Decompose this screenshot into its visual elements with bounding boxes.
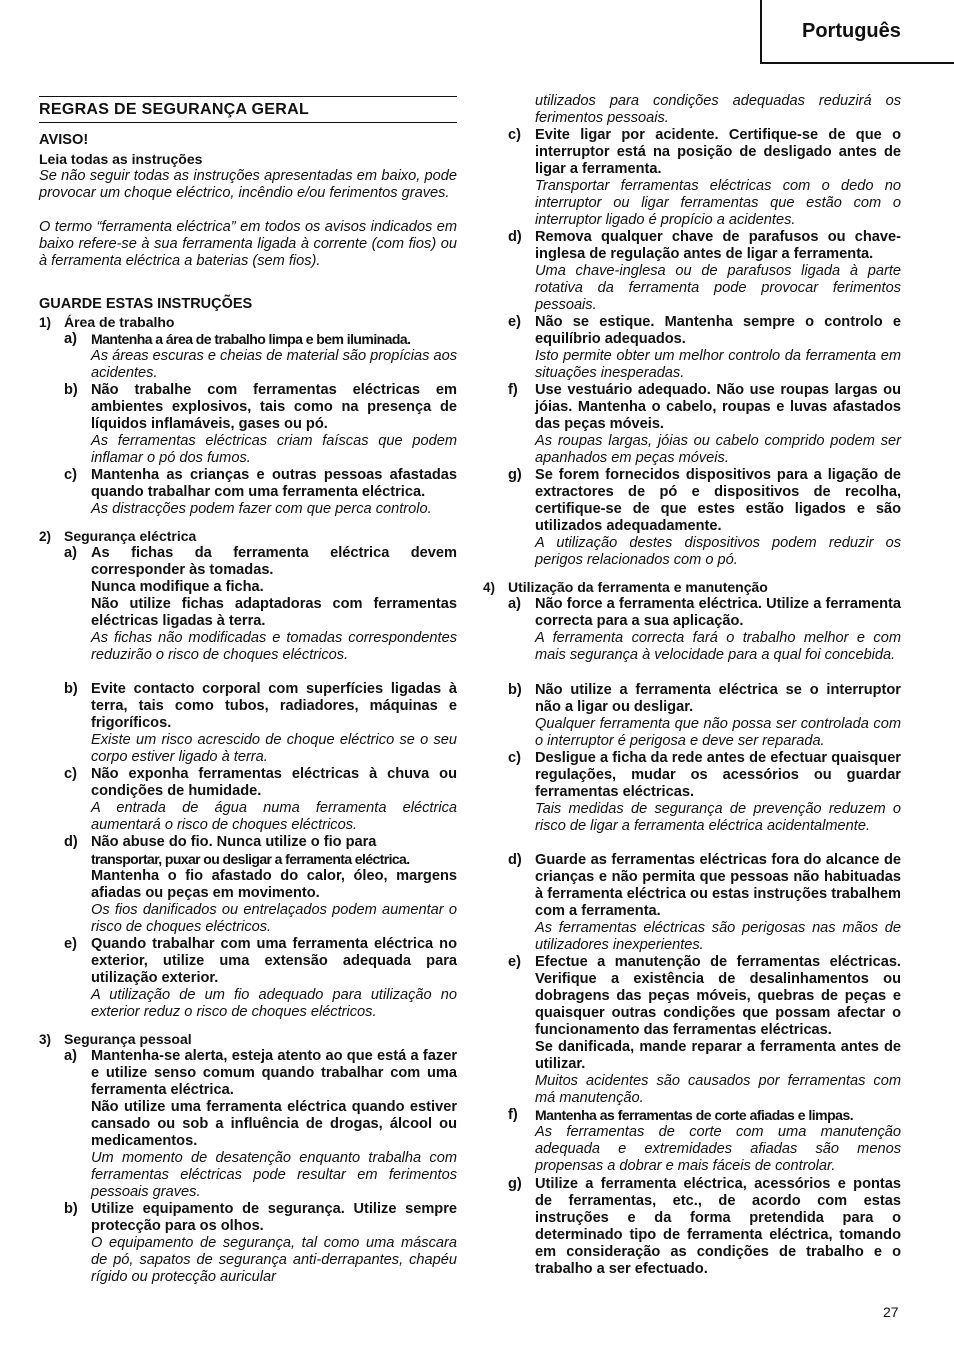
- item-explanation: As fichas não modificadas e tomadas correspondentes reduzirão o risco de choques eléctricos.: [91, 630, 457, 663]
- item-label: e): [508, 314, 521, 330]
- item-instruction: transportar, puxar ou desligar a ferramenta eléctrica.: [91, 851, 410, 867]
- item-explanation: Tais medidas de segurança de prevenção reduzem o risco de ligar a ferramenta eléctrica acidentalmente.: [535, 801, 901, 834]
- item-explanation: Transportar ferramentas eléctricas com o dedo no interruptor ou ligar ferramentas que estão com o interruptor ligado é propício a acidentes.: [535, 178, 901, 228]
- item-label: d): [508, 852, 522, 868]
- item-instruction: Evite ligar por acidente. Certifique-se de que o interruptor está na posição de desligado antes de ligar a ferramenta.: [535, 127, 901, 177]
- warning-title: AVISO!: [39, 132, 89, 148]
- item-instruction: Guarde as ferramentas eléctricas fora do alcance de crianças e não permita que pessoas não habituadas à ferramenta eléctrica ou estas instruções trabalhem com a ferramenta.: [535, 852, 901, 919]
- item-explanation: A utilização de um fio adequado para utilização no exterior reduz o risco de choques eléctricos.: [91, 987, 457, 1020]
- item-label: d): [508, 229, 522, 245]
- item-label: c): [64, 467, 77, 483]
- item-instruction: Mantenha a área de trabalho limpa e bem iluminada.: [91, 331, 411, 347]
- item-label: b): [64, 1201, 78, 1217]
- warning-paragraph-1: Se não seguir todas as instruções apresentadas em baixo, pode provocar um choque eléctrico, incêndio e/ou ferimentos graves.: [39, 168, 457, 201]
- item-instruction: Desligue a ficha da rede antes de efectuar quaisquer regulações, mudar os acessórios ou guardar ferramentas eléctricas.: [535, 750, 901, 800]
- item-instruction: Não utilize a ferramenta eléctrica se o interruptor não a ligar ou desligar.: [535, 682, 901, 715]
- item-instruction: Não se estique. Mantenha sempre o controlo e equilíbrio adequados.: [535, 314, 901, 347]
- section-title: Segurança eléctrica: [64, 528, 197, 544]
- item-instruction: Remova qualquer chave de parafusos ou chave-inglesa de regulação antes de ligar a ferramenta.: [535, 229, 901, 262]
- item-explanation: Um momento de desatenção enquanto trabalha com ferramentas eléctricas pode resultar em ferimentos pessoais graves.: [91, 1150, 457, 1200]
- item-explanation: Muitos acidentes são causados por ferramentas com má manutenção.: [535, 1073, 901, 1106]
- save-instructions-title: GUARDE ESTAS INSTRUÇÕES: [39, 296, 253, 312]
- section-number: 1): [39, 315, 52, 330]
- item-explanation: As roupas largas, jóias ou cabelo comprido podem ser apanhados em peças móveis.: [535, 433, 901, 466]
- item-label: f): [508, 382, 518, 398]
- section-number: 3): [39, 1032, 52, 1047]
- item-instruction: Não exponha ferramentas eléctricas à chuva ou condições de humidade.: [91, 766, 457, 799]
- item-explanation: O equipamento de segurança, tal como uma máscara de pó, sapatos de segurança anti-derrapantes, chapéu rígido ou protecção auricular: [91, 1235, 457, 1285]
- item-explanation: Isto permite obter um melhor controlo da ferramenta em situações inesperadas.: [535, 348, 901, 381]
- item-instruction: Mantenha o fio afastado do calor, óleo, margens afiadas ou peças em movimento.: [91, 868, 457, 901]
- section-heading: REGRAS DE SEGURANÇA GERAL: [39, 96, 457, 123]
- item-label: a): [64, 331, 77, 347]
- item-instruction: Mantenha as ferramentas de corte afiadas e limpas.: [535, 1107, 854, 1123]
- item-instruction: Se forem fornecidos dispositivos para a ligação de extractores de pó e dispositivos de recolha, certifique-se de que estes estão ligados e são utilizados adequadamente.: [535, 467, 901, 534]
- item-label: a): [64, 1048, 77, 1064]
- item-instruction: Não abuse do fio. Nunca utilize o fio para: [91, 834, 377, 850]
- item-explanation: Existe um risco acrescido de choque eléctrico se o seu corpo estiver ligado à terra.: [91, 732, 457, 765]
- item-label: d): [64, 834, 78, 850]
- language-label: Português: [802, 20, 901, 42]
- section-title: Segurança pessoal: [64, 1031, 192, 1047]
- section-number: 4): [483, 580, 496, 595]
- item-label: e): [64, 936, 77, 952]
- item-explanation: A ferramenta correcta fará o trabalho melhor e com mais segurança à velocidade para a qual foi concebida.: [535, 630, 901, 663]
- item-instruction: Quando trabalhar com uma ferramenta eléctrica no exterior, utilize uma extensão adequada para utilização exterior.: [91, 936, 457, 986]
- warning-subtitle: Leia todas as instruções: [39, 151, 203, 167]
- item-instruction: Se danificada, mande reparar a ferramenta antes de utilizar.: [535, 1039, 901, 1072]
- item-explanation: Qualquer ferramenta que não possa ser controlada com o interruptor é perigosa e deve ser reparada.: [535, 716, 901, 749]
- item-explanation-continued: utilizados para condições adequadas reduzirá os ferimentos pessoais.: [535, 93, 901, 126]
- warning-paragraph-2: O termo “ferramenta eléctrica” em todos os avisos indicados em baixo refere-se à sua ferramenta ligada à corrente (com fios) ou à ferramenta eléctrica a baterias (sem fios).: [39, 219, 457, 269]
- item-label: c): [508, 750, 521, 766]
- item-explanation: As ferramentas eléctricas são perigosas nas mãos de utilizadores inexperientes.: [535, 920, 901, 953]
- item-instruction: Não utilize uma ferramenta eléctrica quando estiver cansado ou sob a influência de drogas, álcool ou medicamentos.: [91, 1099, 457, 1149]
- item-instruction: Nunca modifique a ficha.: [91, 579, 264, 595]
- item-instruction: Não force a ferramenta eléctrica. Utilize a ferramenta correcta para a sua aplicação.: [535, 596, 901, 629]
- language-tab: [760, 0, 954, 64]
- item-explanation: As ferramentas eléctricas criam faíscas que podem inflamar o pó dos fumos.: [91, 433, 457, 466]
- item-explanation: Os fios danificados ou entrelaçados podem aumentar o risco de choques eléctricos.: [91, 902, 457, 935]
- item-label: e): [508, 954, 521, 970]
- item-explanation: As ferramentas de corte com uma manutenção adequada e extremidades afiadas são menos propensas a dobrar e mais fáceis de controlar.: [535, 1124, 901, 1174]
- page-number: 27: [883, 1304, 899, 1320]
- item-explanation: A entrada de água numa ferramenta eléctrica aumentará o risco de choques eléctricos.: [91, 800, 457, 833]
- item-instruction: Não trabalhe com ferramentas eléctricas em ambientes explosivos, tais como na presença de líquidos inflamáveis, gases ou pó.: [91, 382, 457, 432]
- item-label: b): [508, 682, 522, 698]
- section-title: Área de trabalho: [64, 314, 175, 330]
- item-label: b): [64, 382, 78, 398]
- section-number: 2): [39, 529, 52, 544]
- item-label: f): [508, 1107, 518, 1123]
- item-instruction: Utilize a ferramenta eléctrica, acessórios e pontas de ferramentas, etc., de acordo com estas instruções e da forma pretendida para o determinado tipo de ferramenta eléctrica, tomando em consideração as condições de trabalho e o trabalho a ser efectuado.: [535, 1176, 901, 1277]
- item-label: c): [508, 127, 521, 143]
- item-instruction: Utilize equipamento de segurança. Utilize sempre protecção para os olhos.: [91, 1201, 457, 1234]
- item-label: g): [508, 467, 522, 483]
- item-instruction: Não utilize fichas adaptadoras com ferramentas eléctricas ligadas à terra.: [91, 596, 457, 629]
- section-title: Utilização da ferramenta e manutenção: [508, 579, 768, 595]
- item-label: a): [64, 545, 77, 561]
- item-instruction: Use vestuário adequado. Não use roupas largas ou jóias. Mantenha o cabelo, roupas e luvas afastados das peças móveis.: [535, 382, 901, 432]
- item-instruction: As fichas da ferramenta eléctrica devem corresponder às tomadas.: [91, 545, 457, 578]
- item-explanation: Uma chave-inglesa ou de parafusos ligada à parte rotativa da ferramenta pode provocar ferimentos pessoais.: [535, 263, 901, 313]
- item-label: a): [508, 596, 521, 612]
- item-label: b): [64, 681, 78, 697]
- item-explanation: As distracções podem fazer com que perca controlo.: [91, 501, 432, 517]
- item-instruction: Mantenha-se alerta, esteja atento ao que está a fazer e utilize senso comum quando trabalhar com uma ferramenta eléctrica.: [91, 1048, 457, 1098]
- item-label: g): [508, 1176, 522, 1192]
- item-label: c): [64, 766, 77, 782]
- item-explanation: A utilização destes dispositivos podem reduzir os perigos relacionados com o pó.: [535, 535, 901, 568]
- item-instruction: Efectue a manutenção de ferramentas eléctricas. Verifique a existência de desalinhamentos ou dobragens das peças móveis, quebras de peças e quaisquer outras condições que possam afectar o funcionamento das ferramentas eléctricas.: [535, 954, 901, 1038]
- item-instruction: Evite contacto corporal com superfícies ligadas à terra, tais como tubos, radiadores, máquinas e frigoríficos.: [91, 681, 457, 731]
- item-explanation: As áreas escuras e cheias de material são propícias aos acidentes.: [91, 348, 457, 381]
- item-instruction: Mantenha as crianças e outras pessoas afastadas quando trabalhar com uma ferramenta eléctrica.: [91, 467, 457, 500]
